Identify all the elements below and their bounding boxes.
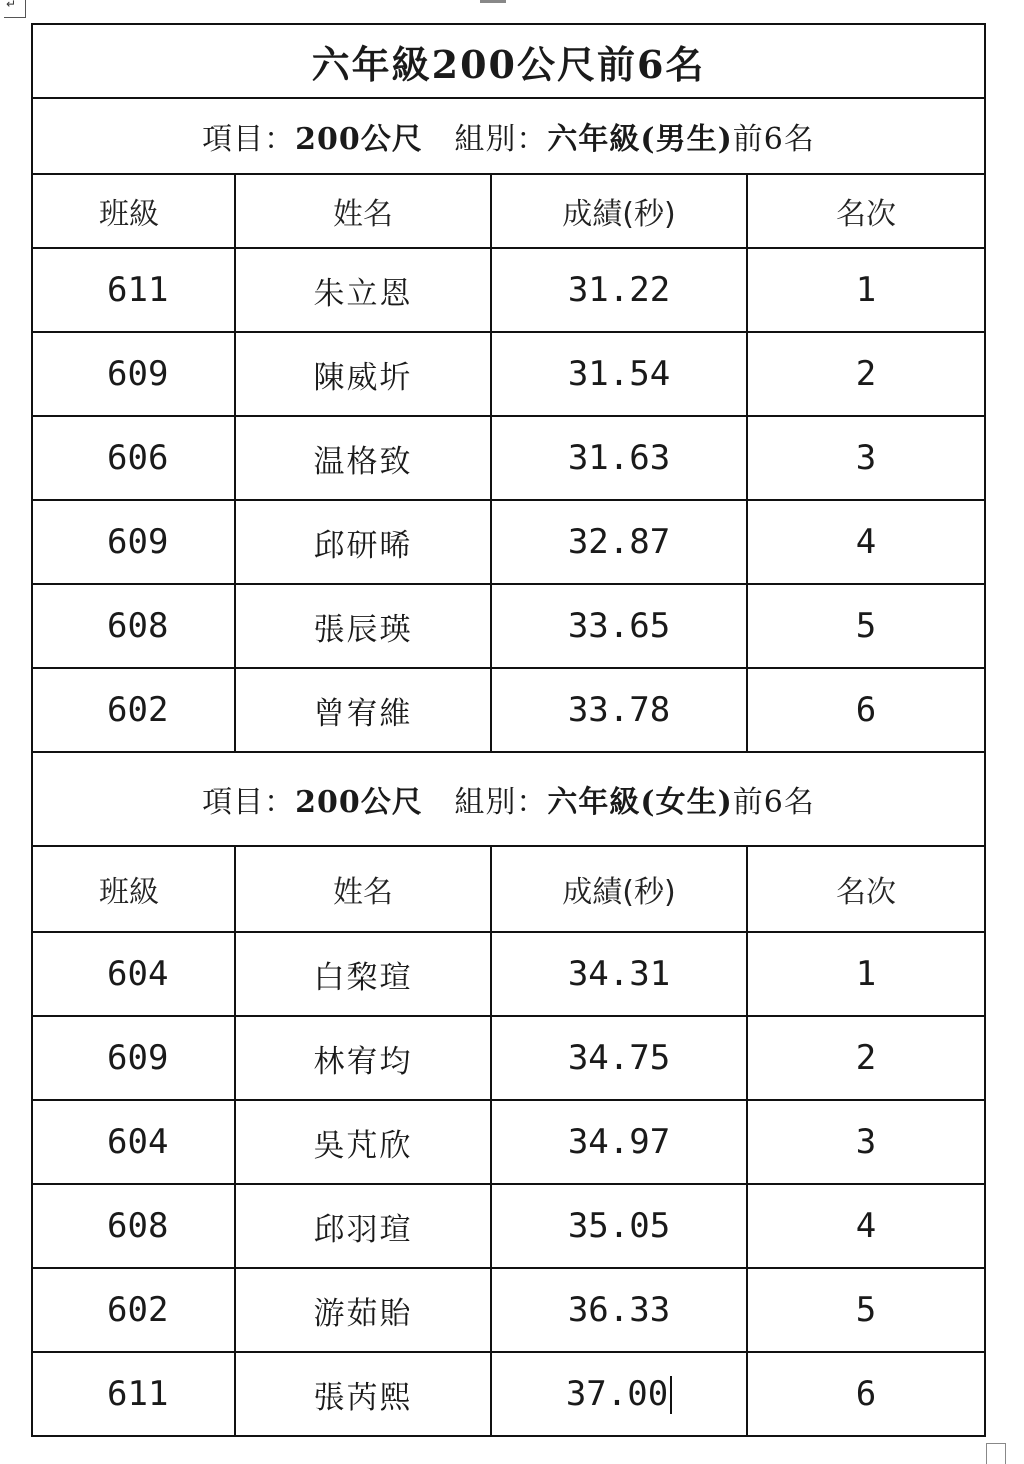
event-name: 200公尺 xyxy=(295,122,423,157)
table-row xyxy=(32,1016,985,1100)
rank-cell[interactable]: 2 xyxy=(747,332,985,416)
class-cell[interactable]: 609 xyxy=(32,500,235,584)
title-row xyxy=(32,24,985,98)
page-title: 六年級200公尺前6名 xyxy=(32,24,985,98)
name-cell[interactable]: 邱羽瑄 xyxy=(235,1184,491,1268)
time-cell[interactable]: 34.97 xyxy=(491,1100,747,1184)
ruler-marker xyxy=(480,0,506,3)
time-cell[interactable]: 34.75 xyxy=(491,1016,747,1100)
name-cell[interactable]: 林宥均 xyxy=(235,1016,491,1100)
table-row xyxy=(32,332,985,416)
section-header-boys xyxy=(32,98,985,174)
class-cell[interactable]: 606 xyxy=(32,416,235,500)
group-name: 六年級(女生) xyxy=(547,785,733,820)
name-cell[interactable]: 張辰瑛 xyxy=(235,584,491,668)
class-cell[interactable]: 609 xyxy=(32,332,235,416)
time-cell[interactable]: 36.33 xyxy=(491,1268,747,1352)
group-rest: 前6名 xyxy=(732,122,815,157)
paragraph-mark xyxy=(4,0,26,18)
time-cell[interactable]: 35.05 xyxy=(491,1184,747,1268)
class-cell[interactable]: 611 xyxy=(32,1352,235,1436)
table-row xyxy=(32,668,985,752)
name-cell[interactable]: 游茹貽 xyxy=(235,1268,491,1352)
name-cell[interactable]: 朱立恩 xyxy=(235,248,491,332)
rank-cell[interactable]: 4 xyxy=(747,1184,985,1268)
table-row xyxy=(32,584,985,668)
name-cell[interactable]: 邱研晞 xyxy=(235,500,491,584)
section-header-row xyxy=(32,98,985,174)
rank-cell[interactable]: 5 xyxy=(747,584,985,668)
rank-cell[interactable]: 4 xyxy=(747,500,985,584)
time-cell[interactable]: 33.65 xyxy=(491,584,747,668)
column-header-rank: 名次 xyxy=(747,846,985,932)
rank-cell[interactable]: 6 xyxy=(747,1352,985,1436)
time-value: 37.00 xyxy=(565,1373,669,1414)
name-cell[interactable]: 曾宥維 xyxy=(235,668,491,752)
table-row xyxy=(32,1268,985,1352)
table-row xyxy=(32,248,985,332)
item-label: 項目： xyxy=(202,122,296,157)
class-cell[interactable]: 604 xyxy=(32,932,235,1016)
rank-cell[interactable]: 6 xyxy=(747,668,985,752)
class-cell[interactable]: 609 xyxy=(32,1016,235,1100)
text-cursor xyxy=(670,1376,672,1414)
name-cell[interactable]: 吳芃欣 xyxy=(235,1100,491,1184)
column-header-time: 成績(秒) xyxy=(491,846,747,932)
group-label: 組別： xyxy=(454,122,548,157)
group-name: 六年級(男生) xyxy=(547,122,733,157)
event-name: 200公尺 xyxy=(295,785,423,820)
rank-cell[interactable]: 1 xyxy=(747,248,985,332)
rank-cell[interactable]: 2 xyxy=(747,1016,985,1100)
column-header-row xyxy=(32,846,985,932)
column-header-class: 班級 xyxy=(32,846,235,932)
class-cell[interactable]: 608 xyxy=(32,584,235,668)
table-row xyxy=(32,416,985,500)
column-header-name: 姓名 xyxy=(235,846,491,932)
group-rest: 前6名 xyxy=(732,785,815,820)
name-cell[interactable]: 陳威圻 xyxy=(235,332,491,416)
time-cell[interactable] xyxy=(491,1352,747,1436)
time-cell[interactable]: 31.54 xyxy=(491,332,747,416)
rank-cell[interactable]: 1 xyxy=(747,932,985,1016)
rank-cell[interactable]: 3 xyxy=(747,416,985,500)
class-cell[interactable]: 611 xyxy=(32,248,235,332)
table-row xyxy=(32,500,985,584)
time-cell[interactable]: 34.31 xyxy=(491,932,747,1016)
rank-cell[interactable]: 5 xyxy=(747,1268,985,1352)
class-cell[interactable]: 602 xyxy=(32,668,235,752)
time-cell[interactable]: 32.87 xyxy=(491,500,747,584)
time-cell[interactable]: 31.63 xyxy=(491,416,747,500)
end-of-cell-mark xyxy=(986,1443,1006,1464)
table-row xyxy=(32,1352,985,1436)
name-cell[interactable]: 張芮熙 xyxy=(235,1352,491,1436)
column-header-rank: 名次 xyxy=(747,174,985,248)
item-label: 項目： xyxy=(202,785,296,820)
column-header-name: 姓名 xyxy=(235,174,491,248)
name-cell[interactable]: 温格致 xyxy=(235,416,491,500)
group-label: 組別： xyxy=(454,785,548,820)
name-cell[interactable]: 白棃瑄 xyxy=(235,932,491,1016)
table-row xyxy=(32,1100,985,1184)
table-row xyxy=(32,1184,985,1268)
class-cell[interactable]: 602 xyxy=(32,1268,235,1352)
results-table xyxy=(31,23,986,1437)
table-row xyxy=(32,932,985,1016)
section-header-girls xyxy=(32,752,985,846)
column-header-time: 成績(秒) xyxy=(491,174,747,248)
rank-cell[interactable]: 3 xyxy=(747,1100,985,1184)
column-header-class: 班級 xyxy=(32,174,235,248)
time-cell[interactable]: 31.22 xyxy=(491,248,747,332)
class-cell[interactable]: 608 xyxy=(32,1184,235,1268)
class-cell[interactable]: 604 xyxy=(32,1100,235,1184)
time-cell[interactable]: 33.78 xyxy=(491,668,747,752)
return-arrow-icon: ↵ xyxy=(6,0,17,11)
section-header-row xyxy=(32,752,985,846)
column-header-row xyxy=(32,174,985,248)
